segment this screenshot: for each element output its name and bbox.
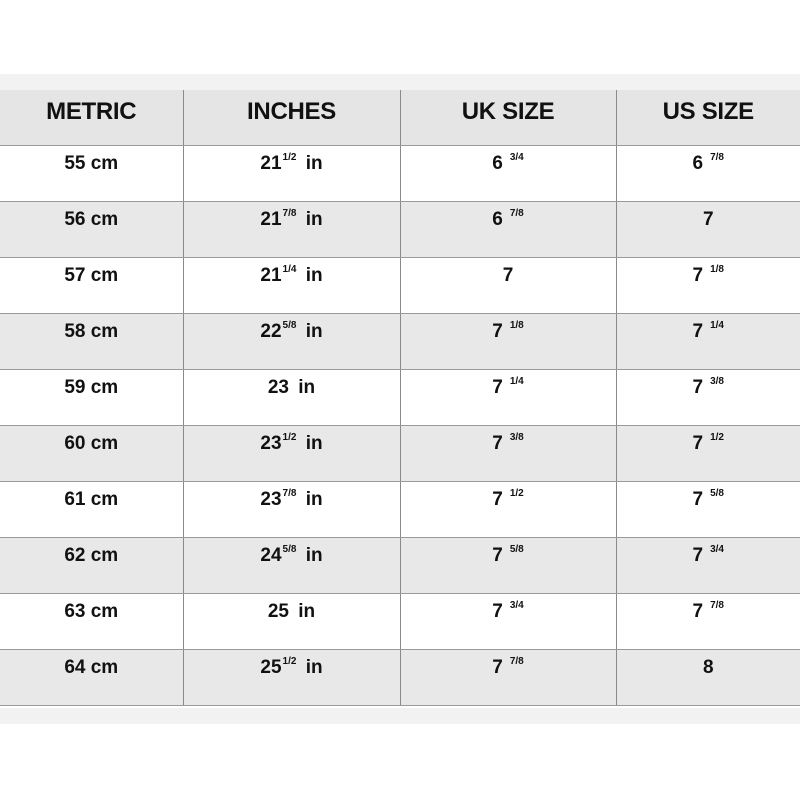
table-body	[0, 145, 800, 705]
cell-metric	[0, 257, 183, 313]
cell-inches	[183, 313, 400, 369]
inches-unit: in	[305, 264, 323, 286]
uk-size-whole: 6	[492, 152, 503, 174]
uk-size-fraction: 1/8	[509, 319, 524, 331]
inches-whole: 24	[260, 544, 282, 566]
column-header-metric: METRIC	[0, 90, 183, 145]
table-row	[0, 481, 800, 537]
cell-uk-size	[400, 425, 616, 481]
table-row	[0, 649, 800, 705]
metric-value: 55 cm	[64, 152, 119, 174]
inches-whole: 22	[260, 320, 282, 342]
metric-value: 56 cm	[64, 208, 119, 230]
us-size-fraction: 7/8	[710, 599, 724, 611]
cell-uk-size	[400, 313, 616, 369]
uk-size-fraction: 3/4	[509, 599, 524, 611]
uk-size-whole: 6	[492, 208, 503, 230]
cell-metric	[0, 369, 183, 425]
metric-value: 57 cm	[64, 264, 119, 286]
cell-us-size	[616, 201, 800, 257]
uk-size-whole: 7	[492, 656, 503, 678]
metric-value: 58 cm	[64, 320, 119, 342]
inches-unit: in	[305, 208, 323, 230]
cell-us-size	[616, 145, 800, 201]
inches-fraction: 5/8	[282, 319, 297, 331]
us-size-whole: 7	[692, 320, 704, 342]
cell-metric	[0, 649, 183, 705]
inches-unit: in	[305, 152, 323, 174]
us-size-fraction: 1/8	[710, 263, 724, 275]
us-size-whole: 7	[692, 600, 704, 622]
cell-inches	[183, 369, 400, 425]
cell-metric	[0, 201, 183, 257]
uk-size-whole: 7	[502, 264, 514, 286]
uk-size-fraction: 3/4	[509, 151, 524, 163]
us-size-fraction: 1/4	[710, 319, 724, 331]
table-row	[0, 145, 800, 201]
inches-unit: in	[298, 376, 316, 398]
inches-fraction: 1/2	[282, 151, 297, 163]
inches-fraction: 7/8	[282, 207, 297, 219]
inches-unit: in	[305, 544, 323, 566]
uk-size-whole: 7	[492, 376, 503, 398]
metric-value: 64 cm	[64, 656, 119, 678]
us-size-whole: 6	[692, 152, 704, 174]
cell-metric	[0, 313, 183, 369]
table-row	[0, 537, 800, 593]
uk-size-fraction: 7/8	[509, 207, 524, 219]
metric-value: 59 cm	[64, 376, 119, 398]
uk-size-fraction: 1/4	[509, 375, 524, 387]
inches-unit: in	[298, 600, 316, 622]
table-row	[0, 593, 800, 649]
us-size-whole: 7	[692, 264, 704, 286]
inches-whole: 21	[260, 208, 282, 230]
cell-inches	[183, 537, 400, 593]
inches-fraction: 1/4	[282, 263, 297, 275]
inches-whole: 23	[267, 376, 289, 398]
cell-us-size	[616, 481, 800, 537]
cell-us-size	[616, 313, 800, 369]
inches-whole: 23	[260, 488, 282, 510]
us-size-whole: 7	[692, 432, 704, 454]
table-row	[0, 201, 800, 257]
us-size-whole: 7	[692, 488, 704, 510]
cell-uk-size	[400, 481, 616, 537]
cell-metric	[0, 593, 183, 649]
us-size-whole: 8	[702, 656, 714, 678]
cell-metric	[0, 425, 183, 481]
inches-whole: 25	[260, 656, 282, 678]
us-size-fraction: 7/8	[710, 151, 724, 163]
top-band	[0, 74, 800, 90]
table-row	[0, 425, 800, 481]
cell-uk-size	[400, 537, 616, 593]
us-size-whole: 7	[692, 544, 704, 566]
cell-inches	[183, 425, 400, 481]
cell-inches	[183, 649, 400, 705]
cell-us-size	[616, 425, 800, 481]
uk-size-whole: 7	[492, 544, 503, 566]
cell-uk-size	[400, 649, 616, 705]
bottom-band	[0, 708, 800, 724]
uk-size-fraction: 5/8	[509, 543, 524, 555]
column-header-inches: INCHES	[183, 90, 400, 145]
table-row	[0, 369, 800, 425]
cell-us-size	[616, 593, 800, 649]
cell-uk-size	[400, 145, 616, 201]
cell-uk-size	[400, 201, 616, 257]
size-chart-table	[0, 90, 800, 706]
uk-size-whole: 7	[492, 488, 503, 510]
inches-whole: 25	[267, 600, 289, 622]
us-size-fraction: 3/8	[710, 375, 724, 387]
cell-inches	[183, 201, 400, 257]
table-row	[0, 257, 800, 313]
cell-inches	[183, 481, 400, 537]
column-header-us-size: US SIZE	[616, 90, 800, 145]
inches-fraction: 5/8	[282, 543, 297, 555]
uk-size-fraction: 1/2	[509, 487, 524, 499]
cell-metric	[0, 145, 183, 201]
inches-fraction: 1/2	[282, 431, 297, 443]
inches-whole: 21	[260, 152, 282, 174]
cell-us-size	[616, 537, 800, 593]
cell-metric	[0, 481, 183, 537]
cell-us-size	[616, 649, 800, 705]
uk-size-whole: 7	[492, 320, 503, 342]
metric-value: 62 cm	[64, 544, 119, 566]
cell-metric	[0, 537, 183, 593]
inches-unit: in	[305, 432, 323, 454]
inches-unit: in	[305, 656, 323, 678]
uk-size-whole: 7	[492, 600, 503, 622]
inches-unit: in	[305, 488, 323, 510]
cell-us-size	[616, 369, 800, 425]
column-header-uk-size: UK SIZE	[400, 90, 616, 145]
uk-size-fraction: 3/8	[509, 431, 524, 443]
cell-inches	[183, 257, 400, 313]
cell-uk-size	[400, 257, 616, 313]
inches-fraction: 7/8	[282, 487, 297, 499]
inches-whole: 23	[260, 432, 282, 454]
cell-inches	[183, 145, 400, 201]
us-size-whole: 7	[692, 376, 704, 398]
table-row	[0, 313, 800, 369]
inches-unit: in	[305, 320, 323, 342]
header-row	[0, 90, 800, 145]
cell-us-size	[616, 257, 800, 313]
metric-value: 60 cm	[64, 432, 119, 454]
uk-size-whole: 7	[492, 432, 503, 454]
us-size-fraction: 5/8	[710, 487, 724, 499]
inches-whole: 21	[260, 264, 282, 286]
us-size-whole: 7	[702, 208, 714, 230]
inches-fraction: 1/2	[282, 655, 297, 667]
cell-uk-size	[400, 593, 616, 649]
uk-size-fraction: 7/8	[509, 655, 524, 667]
us-size-fraction: 3/4	[710, 543, 724, 555]
cell-uk-size	[400, 369, 616, 425]
cell-inches	[183, 593, 400, 649]
us-size-fraction: 1/2	[710, 431, 724, 443]
metric-value: 63 cm	[64, 600, 119, 622]
metric-value: 61 cm	[64, 488, 119, 510]
